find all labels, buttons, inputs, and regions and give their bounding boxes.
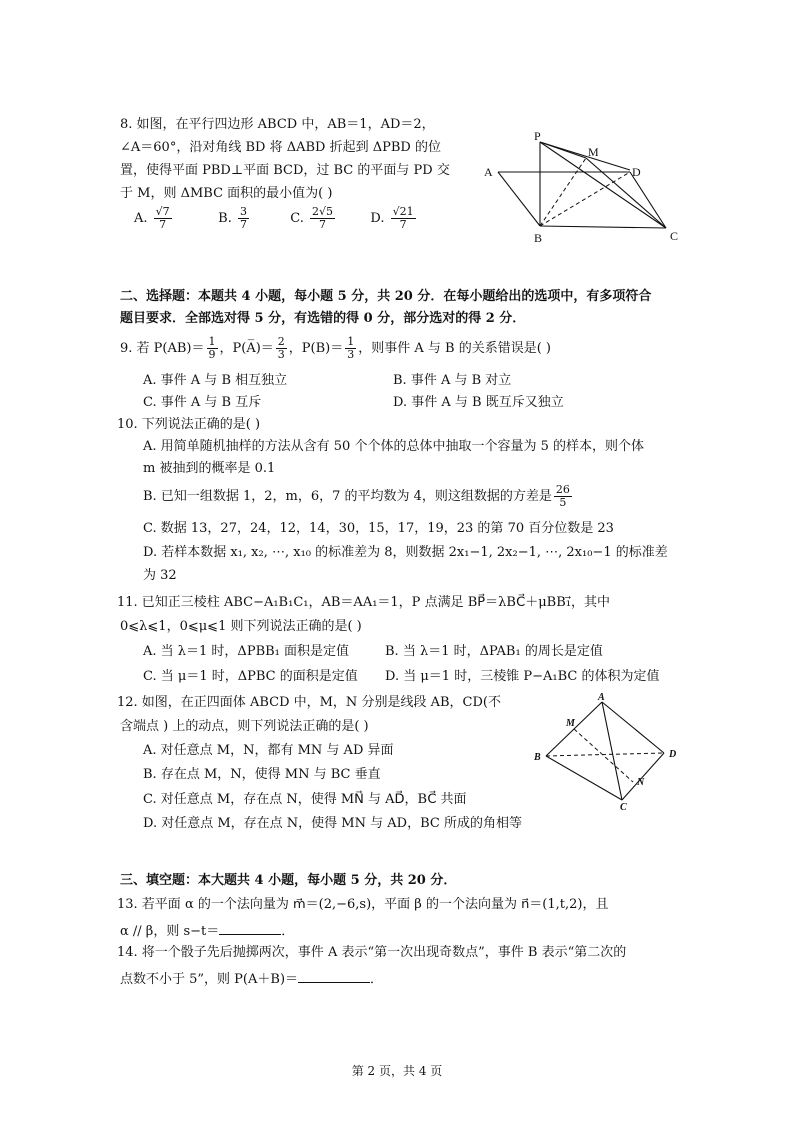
q10-option-a-line2: m 被抽到的概率是 0.1: [143, 461, 276, 476]
q12-option-a: A. 对任意点 M，N，都有 MN 与 AD 异面: [143, 743, 394, 758]
section3-heading: 三、填空题：本大题共 4 小题，每小题 5 分，共 20 分．: [120, 873, 457, 888]
label-M: M: [566, 718, 575, 729]
section2-heading-line2: 题目要求．全部选对得 5 分，有选错的得 0 分，部分选对的得 2 分．: [120, 311, 526, 326]
line-AB: [498, 172, 540, 226]
q8-line2: ∠A＝60°，沿对角线 BD 将 ΔABD 折起到 ΔPBD 的位: [120, 140, 441, 155]
q11-option-a: A. 当 λ＝1 时，ΔPBB₁ 面积是定值: [143, 644, 350, 659]
q12-stem-line1: 12. 如图，在正四面体 ABCD 中，M，N 分别是线段 AB，CD(不: [117, 695, 501, 710]
label-A: A: [484, 165, 493, 179]
q8-options: [134, 206, 440, 242]
q13-line2: α // β，则 s−t＝ ．: [120, 920, 294, 941]
q10-option-d-line2: 为 32: [143, 568, 177, 583]
line-BD-dashed: [540, 172, 630, 226]
label-N: N: [637, 777, 645, 788]
q11-option-b: B. 当 λ＝1 时，ΔPAB₁ 的周长是定值: [385, 644, 603, 659]
edge-AC: [602, 702, 622, 800]
q10-option-d-line1: D. 若样本数据 x₁, x₂, ⋯, x₁₀ 的标准差为 8，则数据 2x₁−1, 2x₂−1, ⋯, 2x₁₀−1 的标准差: [143, 545, 668, 560]
label-D: D: [669, 749, 677, 760]
q12-tetrahedron-figure: [530, 690, 690, 812]
edge-BD-dashed: [546, 753, 664, 756]
q14-line1: 14. 将一个骰子先后抛掷两次，事件 A 表示“第一次出现奇数点”，事件 B 表示“第二次的: [117, 945, 627, 960]
q11-option-d: D. 当 μ＝1 时，三棱锥 P−A₁BC 的体积为定值: [385, 669, 660, 684]
q8-option-b: B. $\frac{3}{7}$: [218, 205, 247, 231]
page-footer: 第 2 页，共 4 页: [351, 1064, 443, 1078]
q11-option-c: C. 当 μ＝1 时，ΔPBC 的面积是定值: [143, 669, 358, 684]
label-B: B: [534, 752, 541, 763]
q8-option-d: D. $\frac{√21}{7}$: [370, 205, 414, 231]
q12-option-d: D. 对任意点 M，存在点 N，使得 MN 与 AD，BC 所成的角相等: [143, 816, 522, 831]
q11-stem-line2: 0⩽λ⩽1，0⩽μ⩽1 则下列说法正确的是( ): [120, 619, 362, 634]
label-B: B: [534, 231, 543, 245]
q14-answer-blank[interactable]: [298, 968, 370, 983]
q10-option-c: C. 数据 13，27，24，12，14，30，15，17，19，23 的第 70 百分位数是 23: [143, 521, 614, 536]
label-C: C: [620, 802, 627, 812]
label-A: A: [598, 692, 605, 703]
q12-option-b: B. 存在点 M，N，使得 MN 与 BC 垂直: [143, 767, 381, 782]
edge-BC: [546, 756, 622, 800]
q12-option-c: C. 对任意点 M，存在点 N，使得 MN⃗ 与 AD⃗，BC⃗ 共面: [143, 792, 467, 807]
q8-line1: 8. 如图，在平行四边形 ABCD 中，AB＝1，AD＝2，: [120, 117, 435, 132]
q8-option-c: C. $\frac{2√5}{7}$: [290, 205, 334, 231]
q9-stem: 9. 若 P(AB)＝ $\frac{1}{9}$ ，P(A̅)＝ $\frac{2}{3}$ ，P(B)＝ $\frac{1}{3}$ ，则事件 A 与 B 的关系错误是( ): [120, 335, 551, 361]
q8-fold-figure: [478, 128, 688, 250]
q9-option-c: C. 事件 A 与 B 互斥: [143, 395, 262, 410]
label-P: P: [534, 129, 541, 143]
q8-line3: 置，使得平面 PBD⊥平面 BCD，过 BC 的平面与 PD 交: [120, 163, 450, 178]
q13-line1: 13. 若平面 α 的一个法向量为 m⃗＝(2,−6,s)，平面 β 的一个法向量为 n⃗＝(1,t,2)，且: [117, 897, 609, 912]
label-M: M: [588, 145, 599, 159]
q9-option-b: B. 事件 A 与 B 对立: [393, 373, 512, 388]
q9-option-d: D. 事件 A 与 B 既互斥又独立: [393, 395, 564, 410]
q8-line4: 于 M，则 ΔMBC 面积的最小值为( ): [120, 186, 333, 201]
q10-option-b: B. 已知一组数据 1，2，m，6，7 的平均数为 4，则这组数据的方差是 $\frac{26}{5}$: [143, 483, 570, 509]
line-PD: [540, 142, 630, 170]
q11-stem-line1: 11. 已知正三棱柱 ABC−A₁B₁C₁，AB＝AA₁＝1，P 点满足 BP⃗＝λBC⃗＋μBB₁⃗，其中: [117, 595, 610, 610]
q14-line2: 点数不小于 5”，则 P(A＋B)＝ ．: [120, 968, 383, 989]
q10-stem: 10. 下列说法正确的是( ): [117, 417, 261, 432]
label-D: D: [632, 165, 641, 179]
section2-heading-line1: 二、选择题：本题共 4 小题，每小题 5 分，共 20 分．在每小题给出的选项中，有多项符合: [120, 289, 652, 304]
q13-answer-blank[interactable]: [219, 920, 281, 935]
q12-stem-line2: 含端点 ) 上的动点，则下列说法正确的是( ): [120, 719, 369, 734]
q10-option-a-line1: A. 用简单随机抽样的方法从含有 50 个个体的总体中抽取一个容量为 5 的样本，则个体: [143, 439, 644, 454]
label-C: C: [670, 229, 679, 243]
q9-option-a: A. 事件 A 与 B 相互独立: [143, 373, 288, 388]
line-DC: [630, 172, 666, 228]
q8-option-a: A. $\frac{√7}{7}$: [134, 205, 170, 231]
line-BC: [540, 226, 666, 228]
